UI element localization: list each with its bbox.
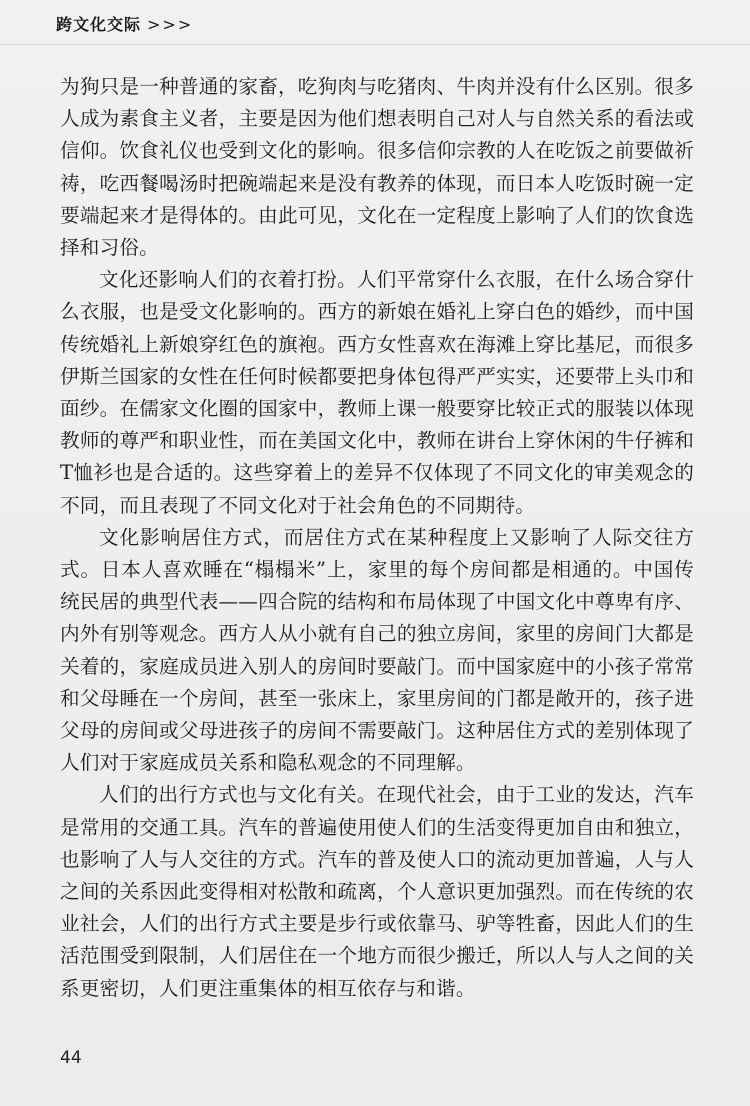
paragraph-housing: 文化影响居住方式，而居住方式在某种程度上又影响了人际交往方式。日本人喜欢睡在“榻榻米”上，家里的每个房间都是相通的。中国传统民居的典型代表——四合院的结构和布局体现了中国文化中尊卑有序、内外有别等观念。西方人从小就有自己的独立房间，家里的房间门大都是关着的，家庭成员进入别人的房间时要敲门。而中国家庭中的小孩子常常和父母睡在一个房间，甚至一张床上，家里房间的门都是敞开的，孩子进父母的房间或父母进孩子的房间不需要敲门。这种居住方式的差别体现了人们对于家庭成员关系和隐私观念的不同理解。 — [60, 525, 694, 775]
paragraph-transport: 人们的出行方式也与文化有关。在现代社会，由于工业的发达，汽车是常用的交通工具。汽车的普遍使用使人们的生活变得更加自由和独立，也影响了人与人交往的方式。汽车的普及使人口的流动更加普遍，人与人之间的关系因此变得相对松散和疏离，个人意识更加强烈。而在传统的农业社会，人们的出行方式主要是步行或依靠马、驴等牲畜，因此人们的生活范围受到限制，人们居住在一个地方而很少搬迁，所以人与人之间的关系更密切，人们更注重集体的相互依存与和谐。 — [60, 783, 694, 1000]
paragraph-food-continued: 为狗只是一种普通的家畜，吃狗肉与吃猪肉、牛肉并没有什么区别。很多人成为素食主义者，主要是因为他们想表明自己对人与自然关系的看法或信仰。饮食礼仪也受到文化的影响。很多信仰宗教的人在吃饭之前要做祈祷，吃西餐喝汤时把碗端起来是没有教养的体现，而日本人吃饭时碗一定要端起来才是得体的。由此可见，文化在一定程度上影响了人们的饮食选择和习俗。 — [60, 75, 694, 260]
header-divider — [0, 44, 750, 45]
paragraph-clothing: 文化还影响人们的衣着打扮。人们平常穿什么衣服，在什么场合穿什么衣服，也是受文化影响的。西方的新娘在婚礼上穿白色的婚纱，而中国传统婚礼上新娘穿红色的旗袍。西方女性喜欢在海滩上穿比基尼，而很多伊斯兰国家的女性在任何时候都要把身体包得严严实实，还要带上头巾和面纱。在儒家文化圈的国家中，教师上课一般要穿比较正式的服装以体现教师的尊严和职业性，而在美国文化中，教师在讲台上穿休闲的牛仔裤和T恤衫也是合适的。这些穿着上的差异不仅体现了不同文化的审美观念的不同，而且表现了不同文化对于社会角色的不同期待。 — [60, 268, 694, 517]
body-text — [60, 71, 694, 1005]
header-arrows: >>> — [147, 15, 194, 34]
page-number: 44 — [60, 1048, 82, 1068]
running-header — [56, 12, 193, 35]
header-title: 跨文化交际 — [56, 15, 142, 34]
